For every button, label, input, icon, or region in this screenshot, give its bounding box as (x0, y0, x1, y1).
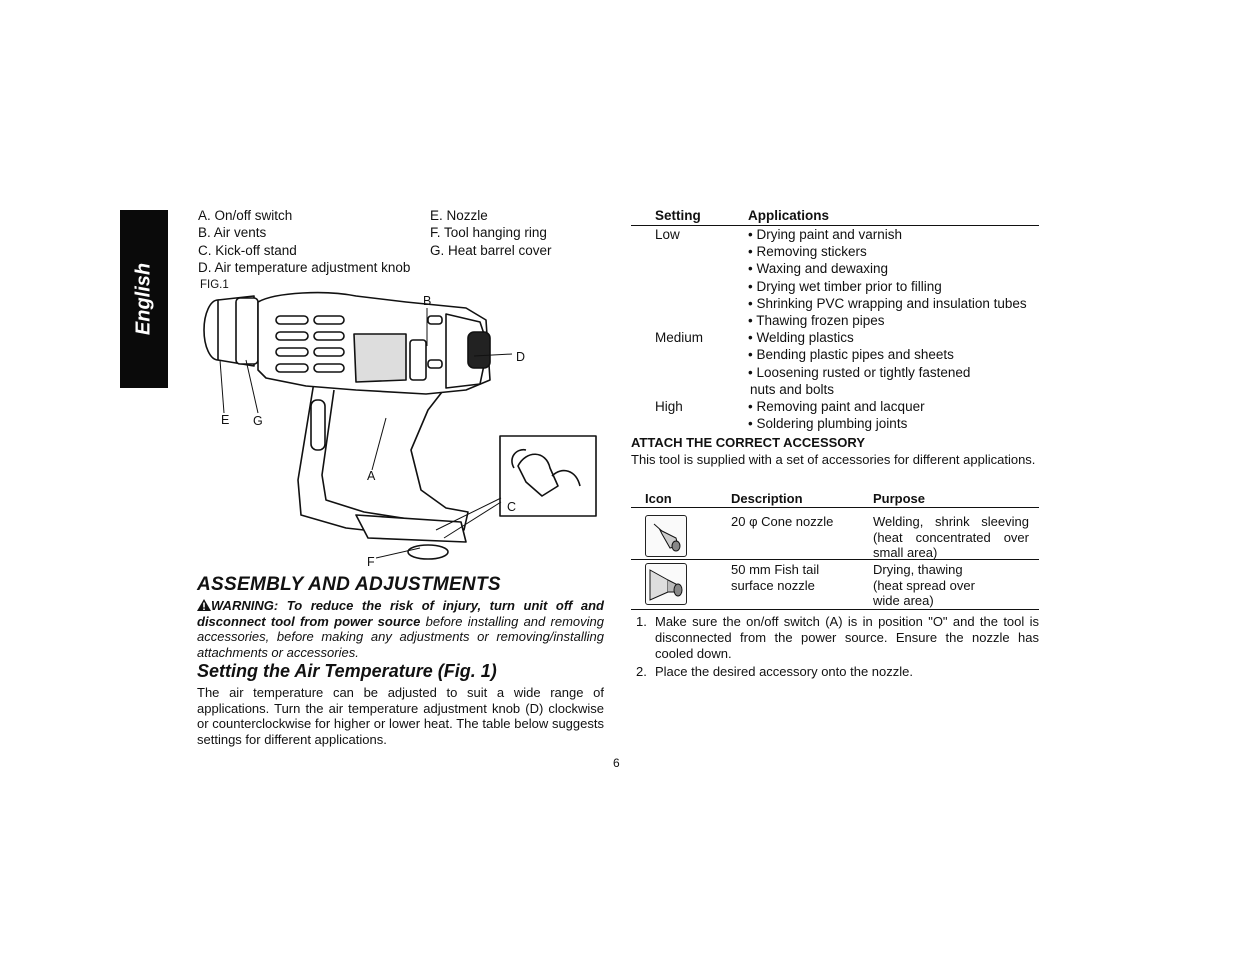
callout-f: F (367, 555, 375, 569)
heat-gun-illustration (196, 290, 606, 570)
header-setting: Setting (655, 208, 701, 223)
warning-bold-text: WARNING: To reduce the risk of injury, turn unit off and disconnect tool from power source (197, 598, 604, 629)
description-cell: 50 mm Fish tail surface nozzle (731, 562, 820, 593)
application-cell: • Waxing and dewaxing (748, 261, 889, 277)
warning-triangle-icon (197, 599, 211, 611)
application-cell: • Loosening rusted or tightly fastened (748, 364, 971, 380)
table-row (631, 312, 1039, 329)
setting-heading: Setting the Air Temperature (Fig. 1) (197, 661, 497, 681)
part-item: G. Heat barrel cover (430, 242, 552, 258)
application-cell: nuts and bolts (750, 381, 835, 397)
header-purpose: Purpose (873, 491, 926, 506)
purpose-cell: Welding, shrink sleeving (heat concentrated over small area) (873, 514, 1029, 560)
part-item: B. Air vents (198, 225, 267, 241)
step-text: Make sure the on/off switch (A) is in position "O" and the tool is disconnected from the power source. Ensure the nozzle has cooled down. (655, 614, 1039, 661)
step-number: 1. (636, 614, 647, 629)
table-row (631, 226, 1039, 243)
assembly-heading: ASSEMBLY AND ADJUSTMENTS (197, 574, 501, 595)
warning-text: before installing and removing accessories, before making any adjustments or removing/installing attachments or accessories. (197, 613, 604, 660)
part-item: A. On/off switch (198, 208, 293, 223)
language-side-tab (120, 210, 168, 388)
application-cell: • Shrinking PVC wrapping and insulation tubes (748, 295, 1027, 311)
table-row (631, 278, 1039, 295)
setting-cell: High (655, 398, 683, 414)
callout-d: D (516, 350, 526, 364)
page-number: 6 (613, 756, 620, 770)
callout-e: E (221, 413, 230, 427)
fishtail-nozzle-icon (645, 563, 687, 605)
setting-cell: Low (655, 227, 680, 242)
steps-list (631, 614, 1039, 682)
callout-c: C (507, 500, 517, 514)
warning-paragraph (197, 598, 604, 660)
language-tab-label: English (132, 262, 155, 336)
step-number: 2. (636, 664, 647, 679)
callout-g: G (253, 414, 263, 428)
table-row (631, 398, 1039, 415)
table-row (631, 295, 1039, 312)
application-cell: • Removing stickers (748, 244, 867, 260)
part-item: E. Nozzle (430, 208, 488, 223)
setting-body: The air temperature can be adjusted to suit a wide range of applications. Turn the air temperature adjustment knob (D) clockwise or counterclockwise for higher or lower heat. The table below suggests settings for different applications. (197, 685, 604, 747)
step-text: Place the desired accessory onto the nozzle. (655, 664, 913, 679)
table-row (631, 346, 1039, 363)
application-cell: • Bending plastic pipes and sheets (748, 347, 954, 363)
callout-a: A (367, 469, 376, 483)
table-row (631, 560, 1039, 610)
callout-b: B (423, 294, 432, 308)
part-item: D. Air temperature adjustment knob (198, 259, 411, 275)
figure-label: FIG.1 (200, 279, 229, 291)
header-icon: Icon (645, 491, 672, 506)
parts-list (198, 207, 618, 276)
attach-body: This tool is supplied with a set of accessories for different applications. (631, 452, 1036, 467)
table-header (631, 208, 1039, 226)
table-row (631, 381, 1039, 398)
application-cell: • Thawing frozen pipes (748, 312, 885, 328)
table-row (631, 415, 1039, 432)
header-description: Description (731, 491, 803, 506)
description-cell: 20 φ Cone nozzle (731, 514, 834, 529)
table-header (631, 490, 1039, 508)
purpose-cell: Drying, thawing (heat spread over wide area) (873, 562, 975, 608)
application-cell: • Drying wet timber prior to filling (748, 278, 942, 294)
table-row (631, 329, 1039, 346)
application-cell: • Soldering plumbing joints (748, 416, 908, 432)
application-cell: • Removing paint and lacquer (748, 398, 925, 414)
cone-nozzle-icon (645, 515, 687, 557)
part-item: F. Tool hanging ring (430, 225, 547, 241)
parts-row (198, 259, 618, 276)
applications-table (631, 208, 1039, 432)
list-item (631, 664, 1039, 680)
table-row (631, 364, 1039, 381)
parts-row (198, 207, 618, 224)
table-row (631, 508, 1039, 560)
application-cell: • Drying paint and varnish (748, 227, 903, 242)
parts-row (198, 242, 618, 259)
header-applications: Applications (748, 208, 830, 223)
parts-row (198, 224, 618, 241)
application-cell: • Welding plastics (748, 330, 854, 346)
part-item: C. Kick-off stand (198, 242, 297, 258)
accessory-table (631, 490, 1039, 610)
attach-heading: ATTACH THE CORRECT ACCESSORY (631, 435, 865, 450)
table-row (631, 243, 1039, 260)
list-item (631, 614, 1039, 662)
setting-cell: Medium (655, 330, 704, 346)
table-row (631, 260, 1039, 277)
